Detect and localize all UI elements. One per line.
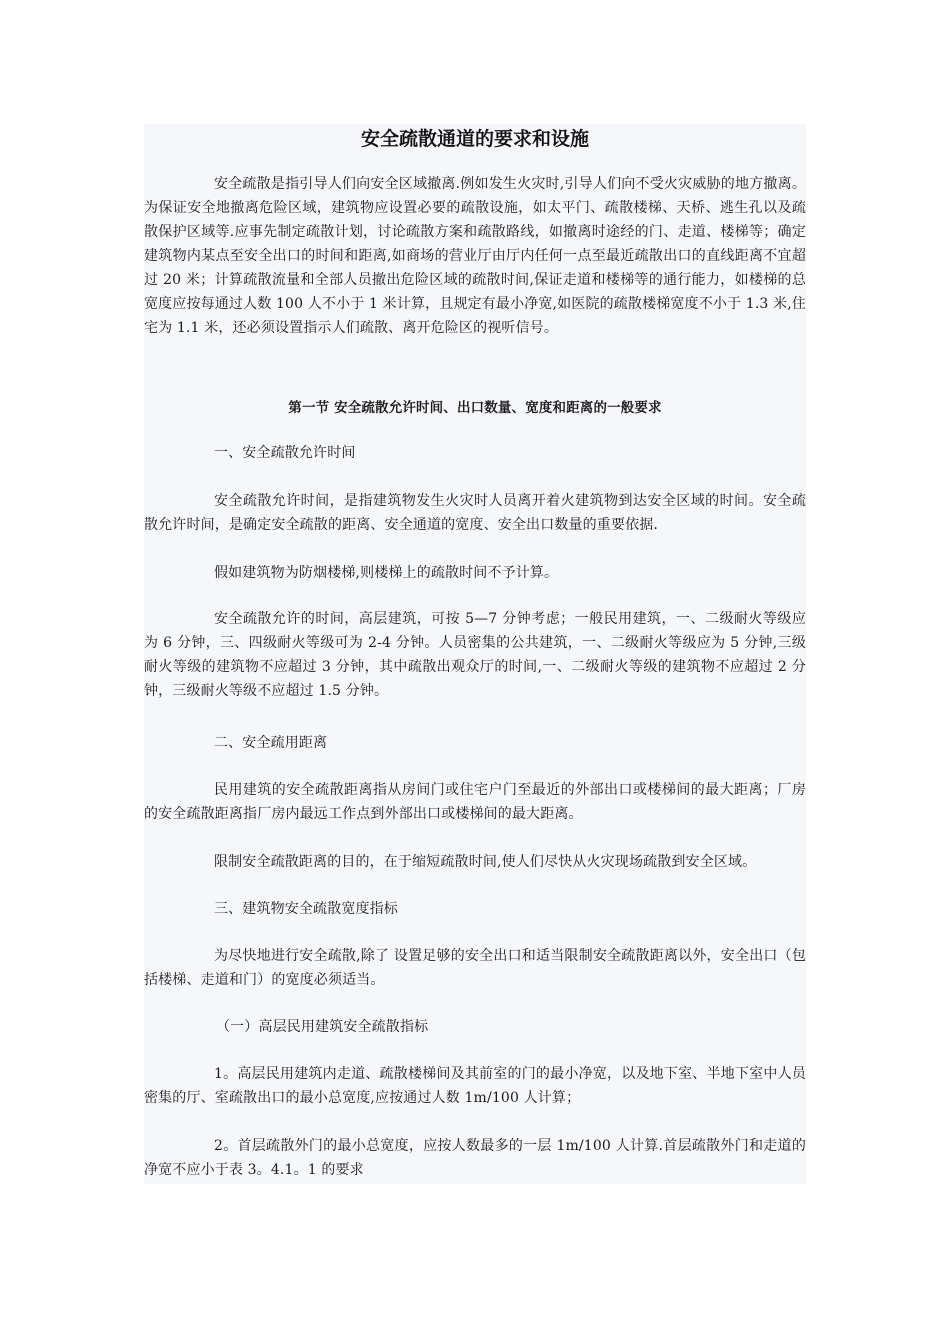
subsection-1-heading: 一、安全疏散允许时间 xyxy=(214,445,356,461)
subsection-3-1-heading: （一）高层民用建筑安全疏散指标 xyxy=(216,1019,429,1035)
subsection-2-paragraph-1: 民用建筑的安全疏散距离指从房间门或住宅户门至最近的外部出口或楼梯间的最大距离；厂房的安全疏散距离指厂房内最远工作点到外部出口或楼梯间的最大距离。 xyxy=(144,782,806,822)
subsection-3-1-item-2: 2。首层疏散外门的最小总宽度，应按人数最多的一层 1m/100 人计算.首层疏散外门和走道的净宽不应小于表 3。4.1。1 的要求 xyxy=(144,1138,806,1178)
subsection-2-paragraph-2: 限制安全疏散距离的目的，在于缩短疏散时间,使人们尽快从火灾现场疏散到安全区域。 xyxy=(214,854,757,870)
subsection-2-heading: 二、安全疏用距离 xyxy=(214,735,328,751)
subsection-3-1-item-1: 1。高层民用建筑内走道、疏散楼梯间及其前室的门的最小净宽，以及地下室、半地下室中人员密集的厅、室疏散出口的最小总宽度,应按通过人数 1m/100 人计算； xyxy=(144,1066,806,1106)
intro-paragraph: 安全疏散是指引导人们向安全区域撤离.例如发生火灾时,引导人们向不受火灾威胁的地方撤离。为保证安全地撤离危险区域，建筑物应设置必要的疏散设施，如太平门、疏散楼梯、天桥、逃生孔以及疏散保护区域等.应事先制定疏散计划，讨论疏散方案和疏散路线，如撤离时途经的门、走道、楼梯等；确定建筑物内某点至安全出口的时间和距离,如商场的营业厅由厅内任何一点至最近疏散出口的直线距离不宜超过 20 米；计算疏散流量和全部人员撤出危险区域的疏散时间,保证走道和楼梯等的通行能力，如楼梯的总宽度应按每通过人数 100 人不小于 1 米计算，且规定有最小净宽,如医院的疏散楼梯宽度不小于 1.3 米,住宅为 1.1 米，还必须设置指示人们疏散、离开危险区的视听信号。 xyxy=(144,176,806,336)
section-1-heading: 第一节 安全疏散允许时间、出口数量、宽度和距离的一般要求 xyxy=(288,400,662,416)
document-title: 安全疏散通道的要求和设施 xyxy=(360,128,589,150)
subsection-1-paragraph-2: 假如建筑物为防烟楼梯,则楼梯上的疏散时间不予计算。 xyxy=(214,565,559,581)
subsection-1-paragraph-3: 安全疏散允许的时间，高层建筑，可按 5—7 分钟考虑；一般民用建筑，一、二级耐火等级应为 6 分钟，三、四级耐火等级可为 2-4 分钟。人员密集的公共建筑，一、二级耐火等级应为 5 分钟,三级耐火等级的建筑物不应超过 3 分钟，其中疏散出观众厅的时间,一、二级耐火等级的建筑物不应超过 2 分钟，三级耐火等级不应超过 1.5 分钟。 xyxy=(144,611,806,699)
subsection-1-paragraph-1: 安全疏散允许时间，是指建筑物发生火灾时人员离开着火建筑物到达安全区域的时间。安全疏散允许时间，是确定安全疏散的距离、安全通道的宽度、安全出口数量的重要依据. xyxy=(144,493,806,533)
subsection-3-paragraph-1: 为尽快地进行安全疏散,除了 设置足够的安全出口和适当限制安全疏散距离以外，安全出口（包括楼梯、走道和门）的宽度必须适当。 xyxy=(144,948,806,988)
subsection-3-heading: 三、建筑物安全疏散宽度指标 xyxy=(214,901,398,917)
